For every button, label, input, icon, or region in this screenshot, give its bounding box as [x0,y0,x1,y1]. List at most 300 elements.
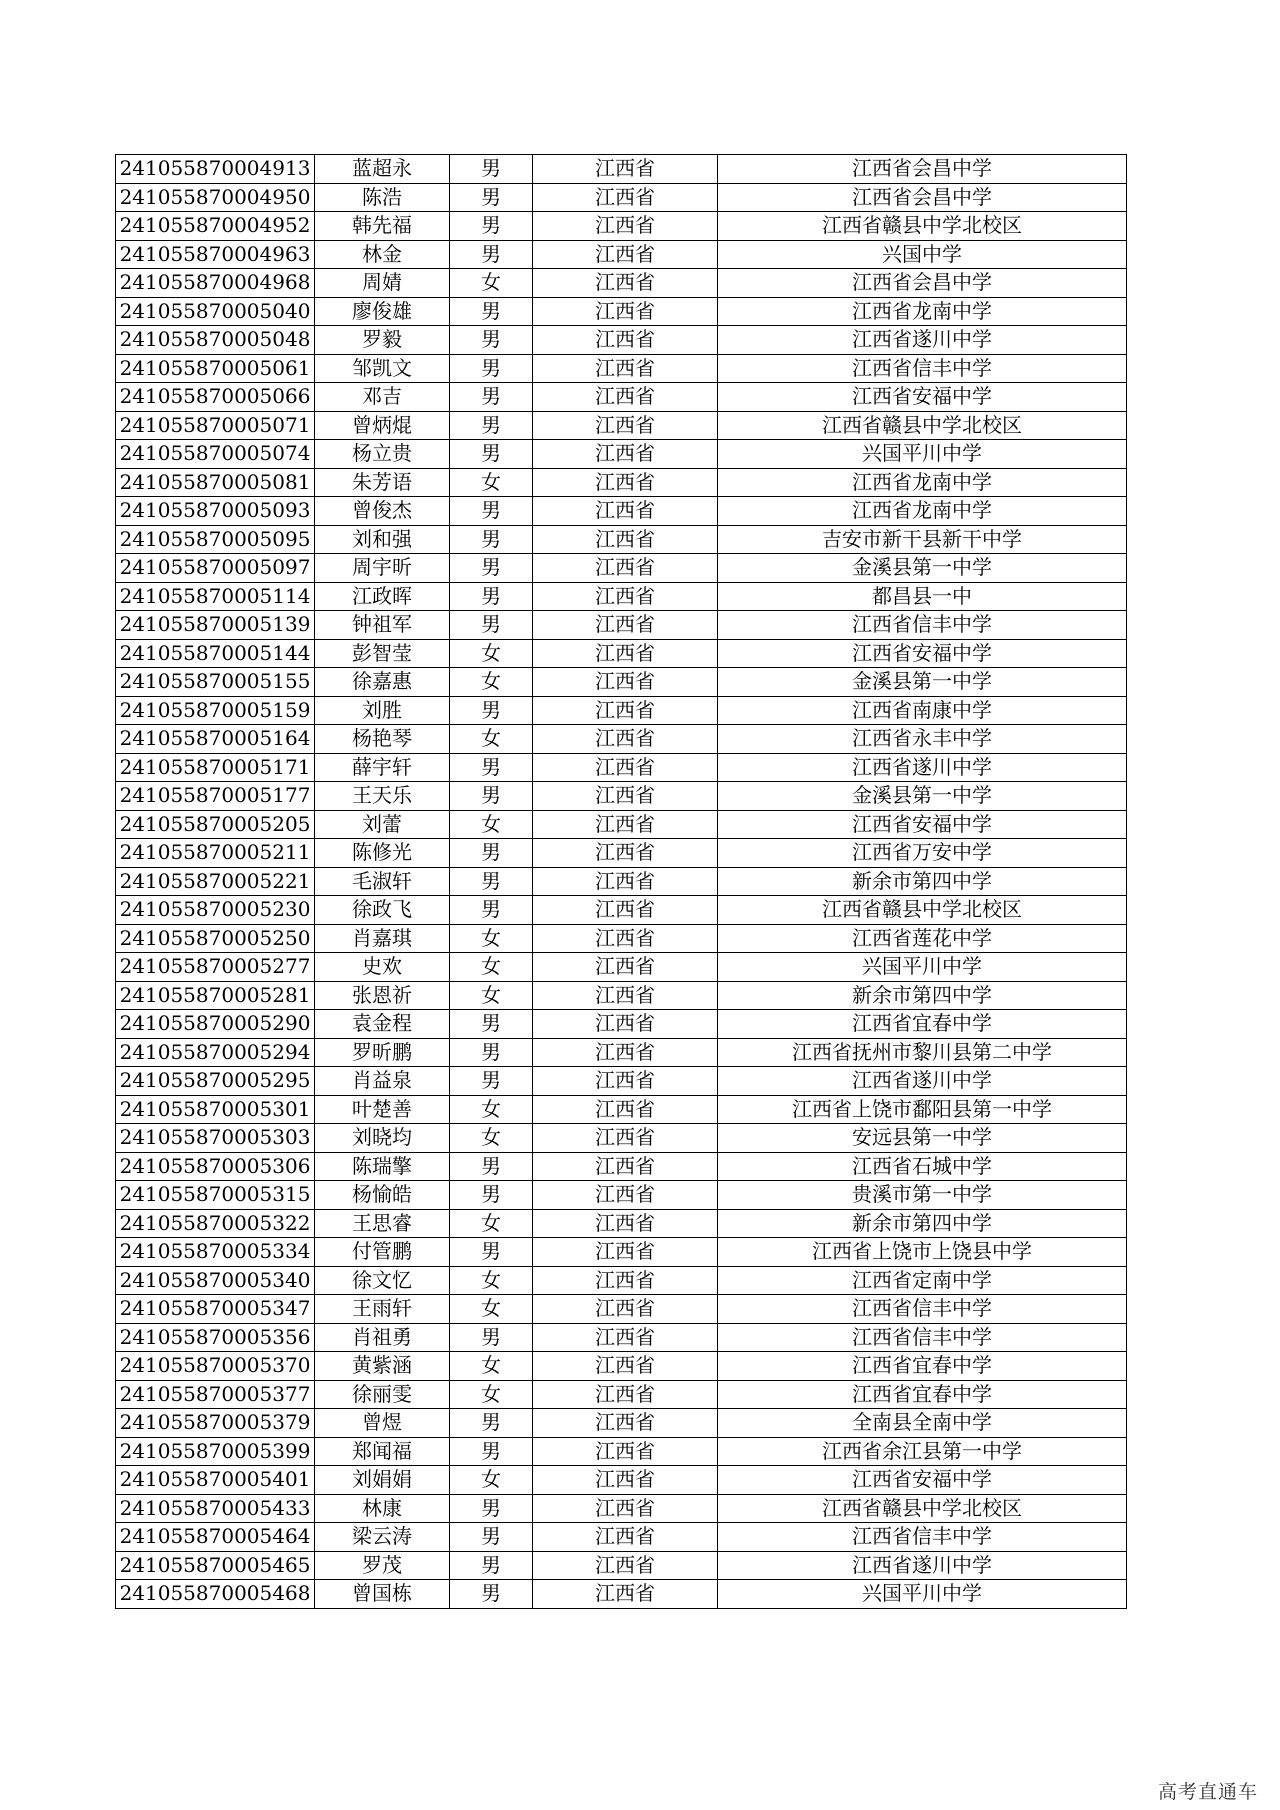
candidate-id-cell: 241055870005221 [116,867,315,896]
table-row [116,155,1127,184]
candidate-id-cell: 241055870005301 [116,1095,315,1124]
school-cell: 金溪县第一中学 [718,782,1127,811]
table-row [116,1124,1127,1153]
candidate-id-cell: 241055870005334 [116,1238,315,1267]
province-cell: 江西省 [533,1580,718,1609]
school-cell: 江西省遂川中学 [718,1551,1127,1580]
gender-cell: 男 [450,1010,533,1039]
candidate-id-cell: 241055870005155 [116,668,315,697]
province-cell: 江西省 [533,896,718,925]
student-name-cell: 刘胜 [315,696,450,725]
student-name-cell: 陈浩 [315,183,450,212]
gender-cell: 男 [450,1152,533,1181]
province-cell: 江西省 [533,582,718,611]
student-name-cell: 王雨轩 [315,1295,450,1324]
school-cell: 江西省信丰中学 [718,1295,1127,1324]
gender-cell: 男 [450,497,533,526]
province-cell: 江西省 [533,639,718,668]
province-cell: 江西省 [533,1152,718,1181]
gender-cell: 男 [450,212,533,241]
province-cell: 江西省 [533,867,718,896]
school-cell: 江西省龙南中学 [718,497,1127,526]
province-cell: 江西省 [533,810,718,839]
gender-cell: 男 [450,1494,533,1523]
student-name-cell: 杨愉皓 [315,1181,450,1210]
province-cell: 江西省 [533,240,718,269]
gender-cell: 男 [450,383,533,412]
table-row [116,1580,1127,1609]
gender-cell: 男 [450,240,533,269]
school-cell: 兴国平川中学 [718,1580,1127,1609]
candidate-id-cell: 241055870005340 [116,1266,315,1295]
school-cell: 全南县全南中学 [718,1409,1127,1438]
candidate-id-cell: 241055870005315 [116,1181,315,1210]
table-row [116,1095,1127,1124]
table-row [116,582,1127,611]
candidate-id-cell: 241055870005114 [116,582,315,611]
province-cell: 江西省 [533,1409,718,1438]
student-name-cell: 袁金程 [315,1010,450,1039]
candidate-id-cell: 241055870005379 [116,1409,315,1438]
table-row [116,269,1127,298]
province-cell: 江西省 [533,354,718,383]
student-name-cell: 邹凯文 [315,354,450,383]
table-row [116,1551,1127,1580]
school-cell: 兴国平川中学 [718,953,1127,982]
province-cell: 江西省 [533,696,718,725]
school-cell: 江西省余江县第一中学 [718,1437,1127,1466]
school-cell: 江西省万安中学 [718,839,1127,868]
gender-cell: 男 [450,1323,533,1352]
school-cell: 江西省宜春中学 [718,1380,1127,1409]
student-name-cell: 肖嘉琪 [315,924,450,953]
school-cell: 江西省赣县中学北校区 [718,896,1127,925]
province-cell: 江西省 [533,212,718,241]
table-row [116,1295,1127,1324]
student-name-cell: 陈修光 [315,839,450,868]
gender-cell: 男 [450,155,533,184]
student-name-cell: 徐丽雯 [315,1380,450,1409]
table-row [116,525,1127,554]
candidate-id-cell: 241055870005464 [116,1523,315,1552]
student-name-cell: 邓吉 [315,383,450,412]
candidate-id-cell: 241055870005347 [116,1295,315,1324]
student-name-cell: 周婧 [315,269,450,298]
gender-cell: 女 [450,1095,533,1124]
school-cell: 江西省安福中学 [718,1466,1127,1495]
student-name-cell: 廖俊雄 [315,297,450,326]
candidate-id-cell: 241055870005164 [116,725,315,754]
province-cell: 江西省 [533,326,718,355]
gender-cell: 男 [450,896,533,925]
candidate-id-cell: 241055870005139 [116,611,315,640]
province-cell: 江西省 [533,525,718,554]
table-row [116,383,1127,412]
student-name-cell: 黄紫涵 [315,1352,450,1381]
student-name-cell: 肖祖勇 [315,1323,450,1352]
gender-cell: 女 [450,269,533,298]
gender-cell: 女 [450,725,533,754]
province-cell: 江西省 [533,1380,718,1409]
student-name-cell: 陈瑞擎 [315,1152,450,1181]
table-row [116,1352,1127,1381]
province-cell: 江西省 [533,1494,718,1523]
candidate-id-cell: 241055870005095 [116,525,315,554]
table-row [116,953,1127,982]
gender-cell: 女 [450,639,533,668]
province-cell: 江西省 [533,1181,718,1210]
gender-cell: 男 [450,1181,533,1210]
province-cell: 江西省 [533,611,718,640]
candidate-id-cell: 241055870005061 [116,354,315,383]
gender-cell: 女 [450,981,533,1010]
school-cell: 江西省赣县中学北校区 [718,411,1127,440]
school-cell: 江西省龙南中学 [718,297,1127,326]
table-row [116,981,1127,1010]
province-cell: 江西省 [533,297,718,326]
province-cell: 江西省 [533,155,718,184]
school-cell: 江西省抚州市黎川县第二中学 [718,1038,1127,1067]
table-row [116,725,1127,754]
candidate-id-cell: 241055870004963 [116,240,315,269]
province-cell: 江西省 [533,1124,718,1153]
gender-cell: 女 [450,1466,533,1495]
province-cell: 江西省 [533,1523,718,1552]
candidate-id-cell: 241055870005048 [116,326,315,355]
province-cell: 江西省 [533,839,718,868]
student-name-cell: 江政晖 [315,582,450,611]
gender-cell: 男 [450,1038,533,1067]
candidate-id-cell: 241055870005074 [116,440,315,469]
gender-cell: 女 [450,468,533,497]
candidate-id-cell: 241055870005205 [116,810,315,839]
table-row [116,497,1127,526]
table-row [116,611,1127,640]
school-cell: 江西省安福中学 [718,383,1127,412]
gender-cell: 男 [450,1523,533,1552]
gender-cell: 男 [450,867,533,896]
province-cell: 江西省 [533,1238,718,1267]
gender-cell: 女 [450,810,533,839]
table-row [116,1238,1127,1267]
school-cell: 江西省遂川中学 [718,326,1127,355]
school-cell: 江西省安福中学 [718,639,1127,668]
candidate-id-cell: 241055870005465 [116,1551,315,1580]
candidate-id-cell: 241055870005306 [116,1152,315,1181]
gender-cell: 男 [450,554,533,583]
school-cell: 江西省遂川中学 [718,1067,1127,1096]
student-name-cell: 曾煜 [315,1409,450,1438]
candidate-id-cell: 241055870005356 [116,1323,315,1352]
candidate-id-cell: 241055870005040 [116,297,315,326]
school-cell: 安远县第一中学 [718,1124,1127,1153]
table-row [116,1152,1127,1181]
school-cell: 江西省宜春中学 [718,1352,1127,1381]
province-cell: 江西省 [533,468,718,497]
province-cell: 江西省 [533,1038,718,1067]
school-cell: 江西省会昌中学 [718,269,1127,298]
gender-cell: 男 [450,525,533,554]
table-row [116,411,1127,440]
student-name-cell: 曾国栋 [315,1580,450,1609]
gender-cell: 女 [450,1380,533,1409]
table-row [116,183,1127,212]
school-cell: 江西省上饶市上饶县中学 [718,1238,1127,1267]
school-cell: 都昌县一中 [718,582,1127,611]
province-cell: 江西省 [533,1323,718,1352]
gender-cell: 男 [450,1580,533,1609]
gender-cell: 女 [450,1209,533,1238]
gender-cell: 女 [450,668,533,697]
candidate-id-cell: 241055870005277 [116,953,315,982]
candidate-id-cell: 241055870005433 [116,1494,315,1523]
student-name-cell: 林金 [315,240,450,269]
gender-cell: 男 [450,1238,533,1267]
school-cell: 江西省龙南中学 [718,468,1127,497]
candidate-id-cell: 241055870004913 [116,155,315,184]
table-row [116,639,1127,668]
school-cell: 江西省宜春中学 [718,1010,1127,1039]
student-name-cell: 徐嘉惠 [315,668,450,697]
school-cell: 新余市第四中学 [718,1209,1127,1238]
candidate-id-cell: 241055870005377 [116,1380,315,1409]
student-name-cell: 梁云涛 [315,1523,450,1552]
gender-cell: 女 [450,1295,533,1324]
gender-cell: 男 [450,696,533,725]
school-cell: 江西省上饶市鄱阳县第一中学 [718,1095,1127,1124]
table-row [116,1437,1127,1466]
province-cell: 江西省 [533,1095,718,1124]
candidate-id-cell: 241055870005281 [116,981,315,1010]
roster-body [116,155,1127,1609]
table-row [116,240,1127,269]
school-cell: 江西省信丰中学 [718,1523,1127,1552]
table-row [116,354,1127,383]
school-cell: 金溪县第一中学 [718,554,1127,583]
student-name-cell: 朱芳语 [315,468,450,497]
watermark-text: 高考直通车 [1157,1781,1258,1803]
school-cell: 江西省定南中学 [718,1266,1127,1295]
gender-cell: 男 [450,582,533,611]
school-cell: 江西省南康中学 [718,696,1127,725]
table-row [116,1466,1127,1495]
candidate-id-cell: 241055870004950 [116,183,315,212]
candidate-id-cell: 241055870005370 [116,1352,315,1381]
province-cell: 江西省 [533,497,718,526]
student-name-cell: 薛宇轩 [315,753,450,782]
student-roster-table [115,154,1127,1609]
student-name-cell: 曾炳焜 [315,411,450,440]
province-cell: 江西省 [533,1010,718,1039]
table-row [116,839,1127,868]
table-row [116,782,1127,811]
candidate-id-cell: 241055870005250 [116,924,315,953]
student-name-cell: 蓝超永 [315,155,450,184]
province-cell: 江西省 [533,1266,718,1295]
province-cell: 江西省 [533,554,718,583]
student-name-cell: 周宇昕 [315,554,450,583]
table-row [116,1038,1127,1067]
table-row [116,1010,1127,1039]
candidate-id-cell: 241055870004952 [116,212,315,241]
province-cell: 江西省 [533,269,718,298]
school-cell: 江西省信丰中学 [718,611,1127,640]
province-cell: 江西省 [533,1437,718,1466]
candidate-id-cell: 241055870005211 [116,839,315,868]
province-cell: 江西省 [533,1295,718,1324]
table-row [116,326,1127,355]
gender-cell: 男 [450,1437,533,1466]
gender-cell: 男 [450,297,533,326]
table-row [116,1067,1127,1096]
table-row [116,297,1127,326]
school-cell: 新余市第四中学 [718,981,1127,1010]
school-cell: 兴国中学 [718,240,1127,269]
student-name-cell: 叶楚善 [315,1095,450,1124]
candidate-id-cell: 241055870005399 [116,1437,315,1466]
gender-cell: 男 [450,839,533,868]
student-name-cell: 肖益泉 [315,1067,450,1096]
gender-cell: 男 [450,753,533,782]
gender-cell: 男 [450,1409,533,1438]
table-row [116,753,1127,782]
province-cell: 江西省 [533,440,718,469]
province-cell: 江西省 [533,1067,718,1096]
student-name-cell: 彭智莹 [315,639,450,668]
student-name-cell: 林康 [315,1494,450,1523]
candidate-id-cell: 241055870005066 [116,383,315,412]
province-cell: 江西省 [533,183,718,212]
table-row [116,1494,1127,1523]
gender-cell: 女 [450,1352,533,1381]
student-name-cell: 罗茂 [315,1551,450,1580]
province-cell: 江西省 [533,1551,718,1580]
province-cell: 江西省 [533,411,718,440]
province-cell: 江西省 [533,953,718,982]
student-name-cell: 郑闻福 [315,1437,450,1466]
table-row [116,810,1127,839]
school-cell: 江西省永丰中学 [718,725,1127,754]
table-row [116,1323,1127,1352]
gender-cell: 男 [450,1067,533,1096]
school-cell: 新余市第四中学 [718,867,1127,896]
school-cell: 金溪县第一中学 [718,668,1127,697]
student-name-cell: 杨立贵 [315,440,450,469]
table-row [116,896,1127,925]
candidate-id-cell: 241055870005093 [116,497,315,526]
table-row [116,1380,1127,1409]
table-row [116,554,1127,583]
candidate-id-cell: 241055870005303 [116,1124,315,1153]
province-cell: 江西省 [533,782,718,811]
candidate-id-cell: 241055870005177 [116,782,315,811]
province-cell: 江西省 [533,668,718,697]
school-cell: 江西省安福中学 [718,810,1127,839]
student-name-cell: 毛淑轩 [315,867,450,896]
province-cell: 江西省 [533,383,718,412]
student-name-cell: 刘和强 [315,525,450,554]
candidate-id-cell: 241055870005144 [116,639,315,668]
province-cell: 江西省 [533,753,718,782]
province-cell: 江西省 [533,725,718,754]
candidate-id-cell: 241055870005159 [116,696,315,725]
student-name-cell: 罗昕鹏 [315,1038,450,1067]
student-name-cell: 杨艳琴 [315,725,450,754]
student-name-cell: 付管鹏 [315,1238,450,1267]
candidate-id-cell: 241055870005401 [116,1466,315,1495]
province-cell: 江西省 [533,981,718,1010]
table-row [116,1523,1127,1552]
school-cell: 江西省信丰中学 [718,354,1127,383]
gender-cell: 男 [450,183,533,212]
province-cell: 江西省 [533,924,718,953]
student-name-cell: 王思睿 [315,1209,450,1238]
gender-cell: 男 [450,611,533,640]
gender-cell: 男 [450,782,533,811]
candidate-id-cell: 241055870005295 [116,1067,315,1096]
school-cell: 江西省莲花中学 [718,924,1127,953]
school-cell: 江西省信丰中学 [718,1323,1127,1352]
candidate-id-cell: 241055870005171 [116,753,315,782]
student-name-cell: 刘晓均 [315,1124,450,1153]
student-name-cell: 徐文忆 [315,1266,450,1295]
candidate-id-cell: 241055870005294 [116,1038,315,1067]
candidate-id-cell: 241055870005322 [116,1209,315,1238]
school-cell: 吉安市新干县新干中学 [718,525,1127,554]
school-cell: 江西省遂川中学 [718,753,1127,782]
gender-cell: 男 [450,440,533,469]
candidate-id-cell: 241055870005097 [116,554,315,583]
table-row [116,867,1127,896]
table-row [116,212,1127,241]
gender-cell: 男 [450,1551,533,1580]
gender-cell: 女 [450,924,533,953]
gender-cell: 男 [450,326,533,355]
candidate-id-cell: 241055870005230 [116,896,315,925]
candidate-id-cell: 241055870005081 [116,468,315,497]
table-row [116,1181,1127,1210]
gender-cell: 男 [450,411,533,440]
school-cell: 江西省石城中学 [718,1152,1127,1181]
province-cell: 江西省 [533,1209,718,1238]
student-name-cell: 刘蕾 [315,810,450,839]
school-cell: 江西省会昌中学 [718,155,1127,184]
province-cell: 江西省 [533,1466,718,1495]
gender-cell: 女 [450,1124,533,1153]
table-row [116,1409,1127,1438]
gender-cell: 女 [450,953,533,982]
candidate-id-cell: 241055870005071 [116,411,315,440]
table-row [116,696,1127,725]
school-cell: 贵溪市第一中学 [718,1181,1127,1210]
table-row [116,468,1127,497]
student-name-cell: 史欢 [315,953,450,982]
student-name-cell: 徐政飞 [315,896,450,925]
student-name-cell: 曾俊杰 [315,497,450,526]
school-cell: 江西省会昌中学 [718,183,1127,212]
table-row [116,440,1127,469]
candidate-id-cell: 241055870004968 [116,269,315,298]
school-cell: 江西省赣县中学北校区 [718,212,1127,241]
candidate-id-cell: 241055870005290 [116,1010,315,1039]
student-name-cell: 张恩祈 [315,981,450,1010]
province-cell: 江西省 [533,1352,718,1381]
student-name-cell: 罗毅 [315,326,450,355]
student-name-cell: 钟祖军 [315,611,450,640]
gender-cell: 男 [450,354,533,383]
candidate-id-cell: 241055870005468 [116,1580,315,1609]
table-row [116,1209,1127,1238]
